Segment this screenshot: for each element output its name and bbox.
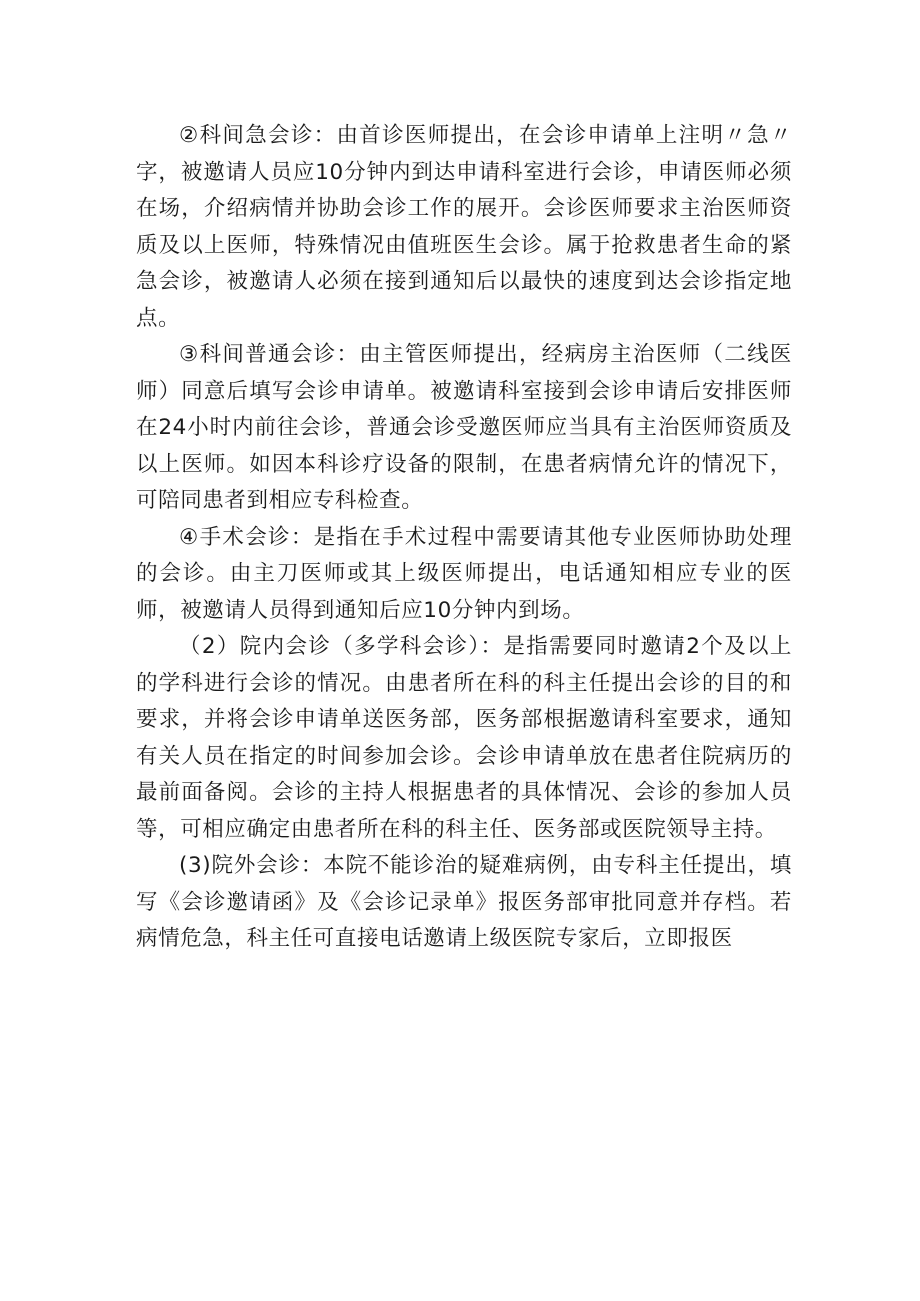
paragraph-routine-consultation: ③科间普通会诊：由主管医师提出，经病房主治医师（二线医师）同意后填写会诊申请单。被邀请科室接到会诊申请后安排医师在24小时内前往会诊，普通会诊受邀医师应当具有主治医师资质及以上医师。如因本科诊疗设备的限制，在患者病情允许的情况下，可陪同患者到相应专科检查。 xyxy=(136,342,792,513)
paragraph-emergency-consultation: ②科间急会诊：由首诊医师提出，在会诊申请单上注明〃急〃字，被邀请人员应10分钟内到达申请科室进行会诊，申请医师必须在场，介绍病情并协助会诊工作的展开。会诊医师要求主治医师资质及以上医师，特殊情况由值班医生会诊。属于抢救患者生命的紧急会诊，被邀请人必须在接到通知后以最快的速度到达会诊指定地点。 xyxy=(136,123,792,331)
document-body xyxy=(136,118,792,958)
paragraph-external-consultation: (3)院外会诊：本院不能诊治的疑难病例，由专科主任提出，填写《会诊邀请函》及《会诊记录单》报医务部审批同意并存档。若病情危急，科主任可直接电话邀请上级医院专家后，立即报医 xyxy=(136,853,792,951)
paragraph-surgical-consultation: ④手术会诊：是指在手术过程中需要请其他专业医师协助处理的会诊。由主刀医师或其上级医师提出，电话通知相应专业的医师，被邀请人员得到通知后应10分钟内到场。 xyxy=(136,524,792,623)
paragraph-multidisciplinary-consultation: （2）院内会诊（多学科会诊）：是指需要同时邀请2个及以上的学科进行会诊的情况。由患者所在科的科主任提出会诊的目的和要求，并将会诊申请单送医务部，医务部根据邀请科室要求，通知有关人员在指定的时间参加会诊。会诊申请单放在患者住院病历的最前面备阅。会诊的主持人根据患者的具体情况、会诊的参加人员等，可相应确定由患者所在科的科主任、医务部或医院领导主持。 xyxy=(136,634,792,842)
